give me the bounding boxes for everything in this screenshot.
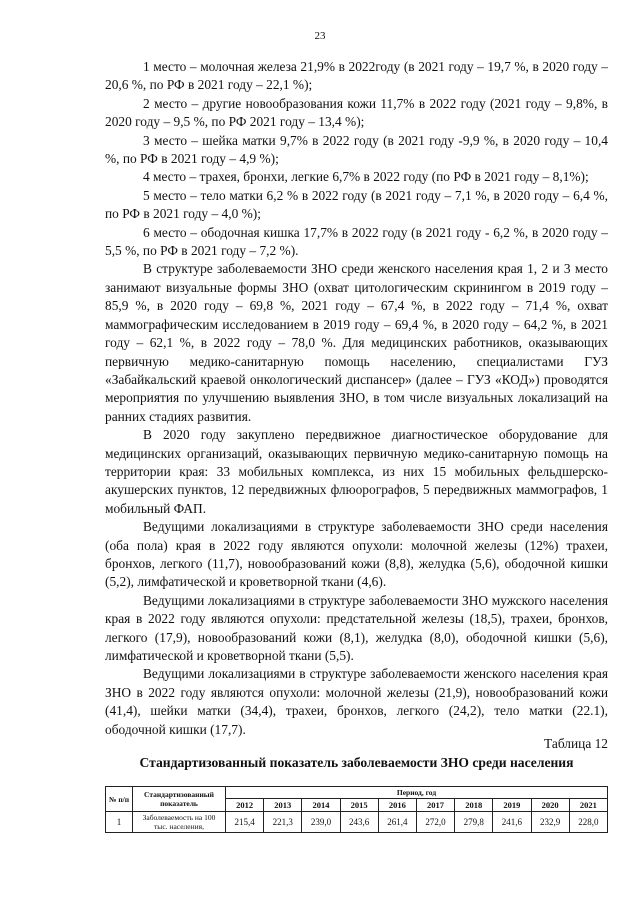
paragraph-11: Ведущими локализациями в структуре заболеваемости женского населения края ЗНО в 2022 году являются опухоли: молочной железы (21,9), новообразований кожи (41,4), шейки матки (34,4), трахеи, бронхов, легкого (24,2), тело матки (22.1), ободочной кишки (17,7). <box>105 666 608 737</box>
incidence-table <box>105 786 608 833</box>
year-header: 2012 <box>226 799 264 812</box>
col-header-number: № п/п <box>106 787 133 812</box>
table-cell: 215,4 <box>226 812 264 833</box>
table-cell: 221,3 <box>264 812 302 833</box>
year-header: 2016 <box>378 799 416 812</box>
table-caption: Таблица 12 <box>544 736 608 751</box>
paragraph-2: 2 место – другие новообразования кожи 11,7% в 2022 году (2021 году – 9,8%, в 2020 году – 9,5 %, по РФ 2021 году – 13,4 %); <box>105 95 608 130</box>
paragraph-5: 5 место – тело матки 6,2 % в 2022 году (в 2021 году – 7,1 %, в 2020 году – 6,4 %, по РФ в 2021 году – 4,0 %); <box>105 187 608 222</box>
year-header: 2013 <box>264 799 302 812</box>
table-cell: 239,0 <box>302 812 340 833</box>
paragraph-1: 1 место – молочная железа 21,9% в 2022году (в 2021 году – 19,7 %, в 2020 году – 20,6 %, по РФ в 2021 году – 22,1 %); <box>105 59 608 93</box>
year-header: 2014 <box>302 799 340 812</box>
table-title: Стандартизованный показатель заболеваемости ЗНО среди населения <box>139 755 574 770</box>
paragraph-4: 4 место – трахея, бронхи, легкие 6,7% в 2022 году (по РФ в 2021 году – 8,1%); <box>143 169 589 185</box>
table-cell: 228,0 <box>569 812 607 833</box>
table-header-row <box>106 787 608 799</box>
year-header: 2020 <box>531 799 569 812</box>
year-header: 2018 <box>455 799 493 812</box>
table-cell: 279,8 <box>455 812 493 833</box>
body-text <box>105 58 608 739</box>
table-row <box>106 812 608 833</box>
year-header: 2019 <box>493 799 531 812</box>
row-number: 1 <box>106 812 133 833</box>
paragraph-3: 3 место – шейка матки 9,7% в 2022 году (в 2021 году -9,9 %, в 2020 году – 10,4 %, по РФ в 2021 году – 4,9 %); <box>105 132 608 167</box>
table-cell: 243,6 <box>340 812 378 833</box>
year-header: 2021 <box>569 799 607 812</box>
table-cell: 241,6 <box>493 812 531 833</box>
table-cell: 232,9 <box>531 812 569 833</box>
table-cell: 261,4 <box>378 812 416 833</box>
page-number: 23 <box>314 30 326 42</box>
year-header: 2017 <box>416 799 454 812</box>
year-header: 2015 <box>340 799 378 812</box>
paragraph-9: Ведущими локализациями в структуре заболеваемости ЗНО среди населения (оба пола) края в 2022 году являются опухоли: молочной железы (12%) трахеи, бронхов, легкого (11,7), новообразований кожи (8,8), желудка (5,6), ободочной кишки (5,2), лимфатической и кроветворной ткани (4,6). <box>105 519 608 590</box>
paragraph-8: В 2020 году закуплено передвижное диагностическое оборудование для медицинских организаций, оказывающих первичную медико-санитарную помощь на территории края: 33 мобильных комплекса, из них 15 мобильных фельдшерско-акушерских пунктов, 12 передвижных флюорографов, 5 передвижных маммографов, 1 мобильный ФАП. <box>105 427 608 516</box>
paragraph-7: В структуре заболеваемости ЗНО среди женского населения края 1, 2 и 3 место занимают визуальные формы ЗНО (охват цитологическим скринингом в 2019 году – 85,9 %, в 2020 году – 69,8 %, 2021 году – 67,4 %, в 2022 году – 71,4 %, охват маммографическим исследованием в 2019 году – 69,4 %, в 2020 году – 64,2 %, в 2021 году – 62,1 %, в 2022 году – 78,0 %. Для медицинских работников, оказывающих первичную медико-санитарную помощь населению, специалистами ГУЗ «Забайкальский краевой онкологический диспансер» (далее – ГУЗ «КОД») проводятся мероприятия по улучшению выявления ЗНО, в том числе визуальных локализаций на ранних стадиях развития. <box>105 261 608 424</box>
col-header-indicator: Стандартизованный показатель <box>133 787 226 812</box>
table-cell: 272,0 <box>416 812 454 833</box>
paragraph-10: Ведущими локализациями в структуре заболеваемости ЗНО мужского населения края в 2022 году являются опухоли: предстательной железы (18,5), трахеи, бронхов, легкого (17,9), новообразований кожи (8,1), желудка (8,0), ободочной кишки (5,6), лимфатической и кроветворной ткани (5,5). <box>105 592 608 663</box>
paragraph-6: 6 место – ободочная кишка 17,7% в 2022 году (в 2021 году - 6,2 %, в 2020 году – 5,5 %, по РФ в 2021 году – 7,2 %). <box>105 224 608 259</box>
col-header-period: Период, год <box>226 787 608 799</box>
row-label: Заболеваемость на 100 тыс. населения, <box>133 812 226 833</box>
